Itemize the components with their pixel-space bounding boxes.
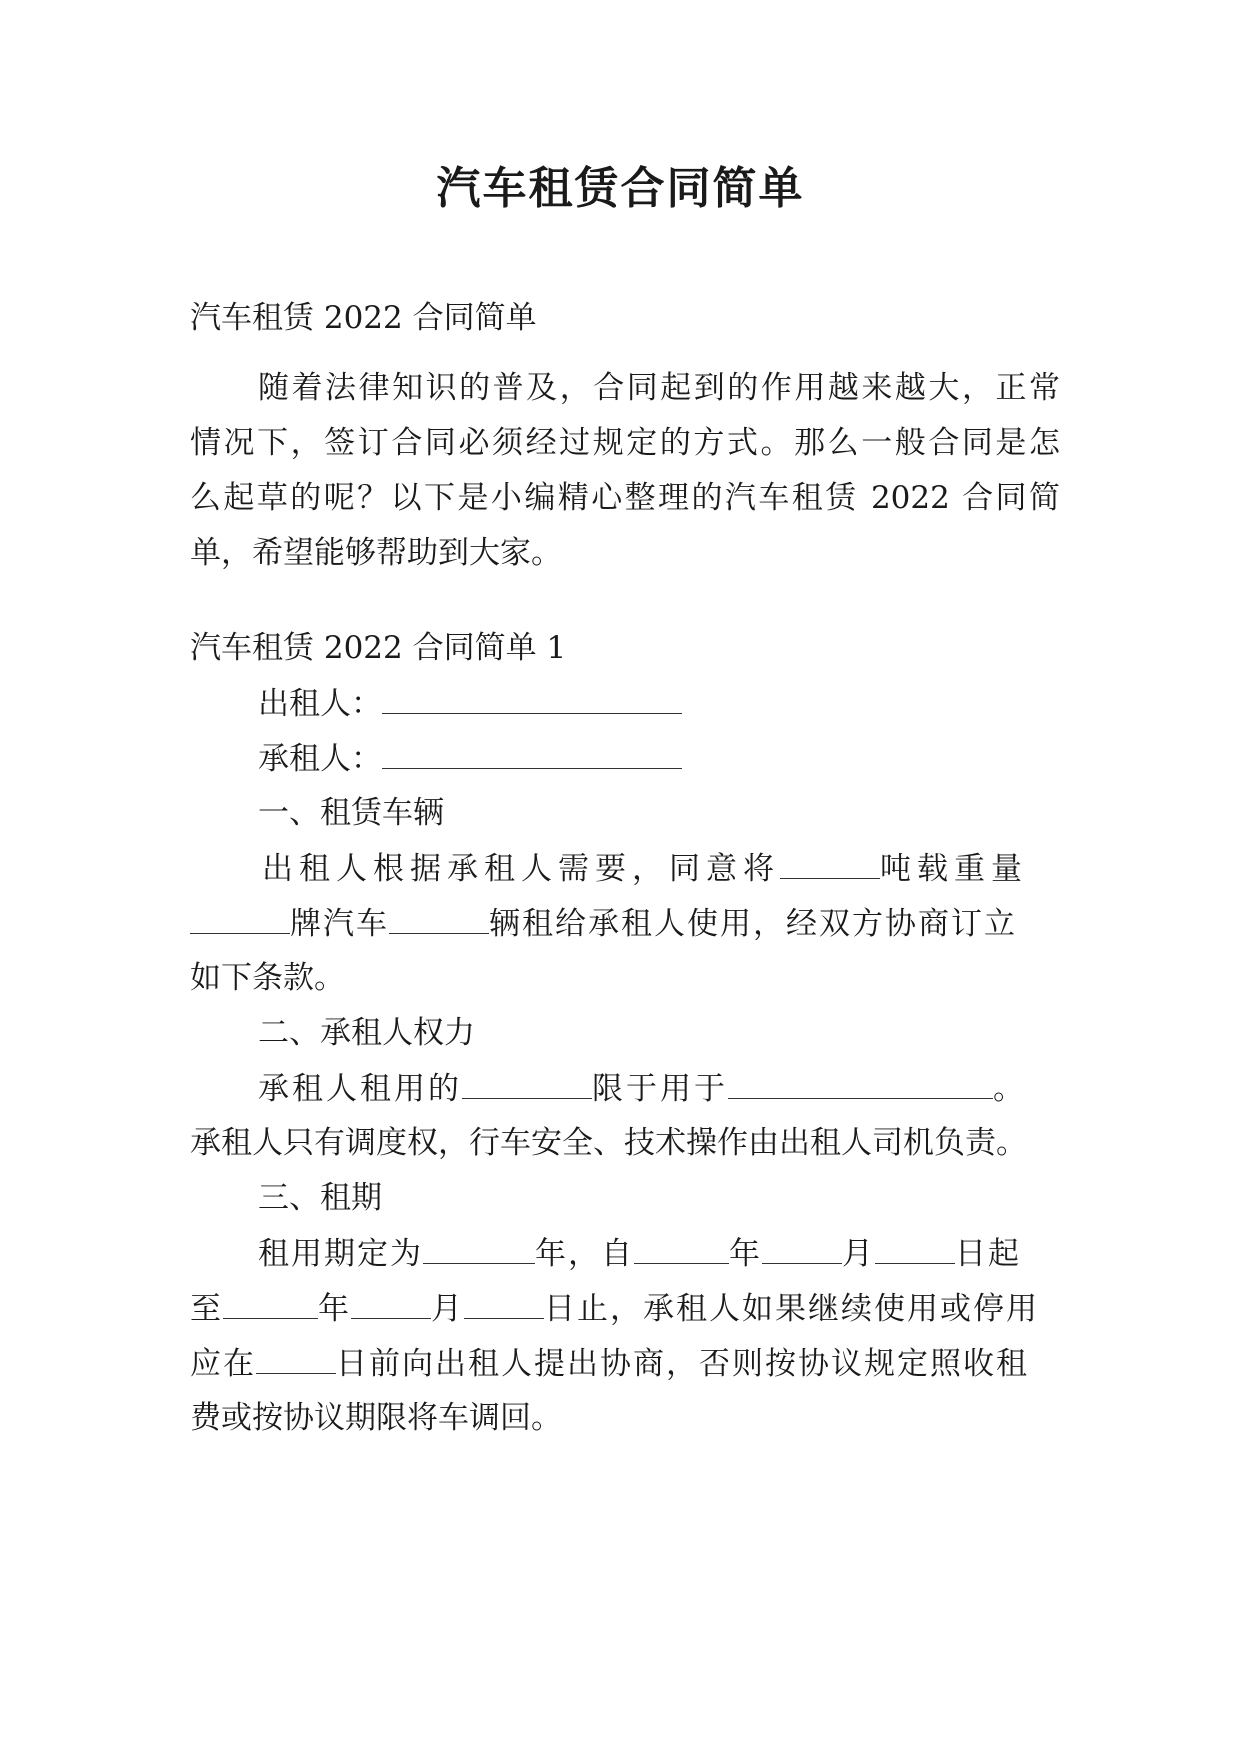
- intro-line-1: 随着法律知识的普及，合同起到的作用越来越大，正常: [258, 370, 1060, 406]
- term-years-blank: [423, 1233, 535, 1264]
- section3-text-f: 至: [190, 1291, 223, 1327]
- lessor-line: [258, 683, 1060, 724]
- section3-line-3: [190, 1343, 1060, 1384]
- section3-text-e: 日起: [955, 1236, 1021, 1272]
- section3-text-a: 租用期定为: [258, 1236, 423, 1272]
- section1-heading: 一、租赁车辆: [258, 795, 444, 831]
- section3-text-k: 日前向出租人提出协商，否则按协议规定照收租: [336, 1346, 1029, 1382]
- lessor-blank: [382, 683, 682, 714]
- section3-text-j: 应在: [190, 1346, 256, 1382]
- brand-blank: [190, 903, 290, 934]
- notice-days-blank: [256, 1343, 336, 1374]
- start-year-blank: [634, 1233, 729, 1264]
- tonnage-blank: [780, 848, 880, 879]
- section3-text-g: 年: [318, 1291, 351, 1327]
- section2-heading: 二、承租人权力: [258, 1015, 475, 1051]
- section2-text-b: 限于用于: [592, 1071, 728, 1107]
- section3-text-i: 日止，承租人如果继续使用或停用: [544, 1291, 1039, 1327]
- section1-text-d: 辆租给承租人使用，经双方协商订立: [489, 906, 1017, 942]
- section1-text-a: 出租人根据承租人需要，同意将: [262, 851, 780, 887]
- rental-object-blank: [462, 1068, 592, 1099]
- section2-line-2: 承租人只有调度权，行车安全、技术操作由出租人司机负责。: [190, 1125, 1027, 1161]
- intro-line-4: 单，希望能够帮助到大家。: [190, 535, 562, 571]
- end-month-blank: [351, 1288, 431, 1319]
- document-subtitle: 汽车租赁 2022 合同简单: [190, 300, 537, 336]
- section3-line-1: [258, 1233, 1060, 1274]
- section3-line-2: [190, 1288, 1060, 1329]
- section1-line-1: [262, 848, 1060, 889]
- section1-line-3: 如下条款。: [190, 960, 345, 996]
- lessee-line: [258, 738, 1060, 779]
- lessee-label: 承租人：: [258, 741, 382, 777]
- contract-heading: 汽车租赁 2022 合同简单 1: [190, 630, 567, 666]
- section1-text-b: 吨载重量: [880, 851, 1028, 887]
- section3-text-d: 月: [842, 1236, 875, 1272]
- section3-text-c: 年: [729, 1236, 762, 1272]
- section2-text-c: 。: [993, 1071, 1027, 1107]
- intro-line-2: 情况下，签订合同必须经过规定的方式。那么一般合同是怎: [190, 425, 1060, 461]
- lessee-blank: [382, 738, 682, 769]
- section1-line-2: [190, 903, 1060, 944]
- usage-purpose-blank: [728, 1068, 993, 1099]
- end-day-blank: [464, 1288, 544, 1319]
- section1-text-c: 牌汽车: [290, 906, 389, 942]
- start-day-blank: [875, 1233, 955, 1264]
- section2-text-a: 承租人租用的: [258, 1071, 462, 1107]
- intro-line-3: 么起草的呢？以下是小编精心整理的汽车租赁 2022 合同简: [190, 480, 1060, 516]
- vehicle-count-blank: [389, 903, 489, 934]
- start-month-blank: [762, 1233, 842, 1264]
- section3-text-h: 月: [431, 1291, 464, 1327]
- section3-heading: 三、租期: [258, 1180, 382, 1216]
- section3-line-4: 费或按协议期限将车调回。: [190, 1400, 562, 1436]
- lessor-label: 出租人：: [258, 686, 382, 722]
- document-title: 汽车租赁合同简单: [436, 163, 805, 214]
- end-year-blank: [223, 1288, 318, 1319]
- section2-line-1: [258, 1068, 1088, 1109]
- section3-text-b: 年，自: [535, 1236, 634, 1272]
